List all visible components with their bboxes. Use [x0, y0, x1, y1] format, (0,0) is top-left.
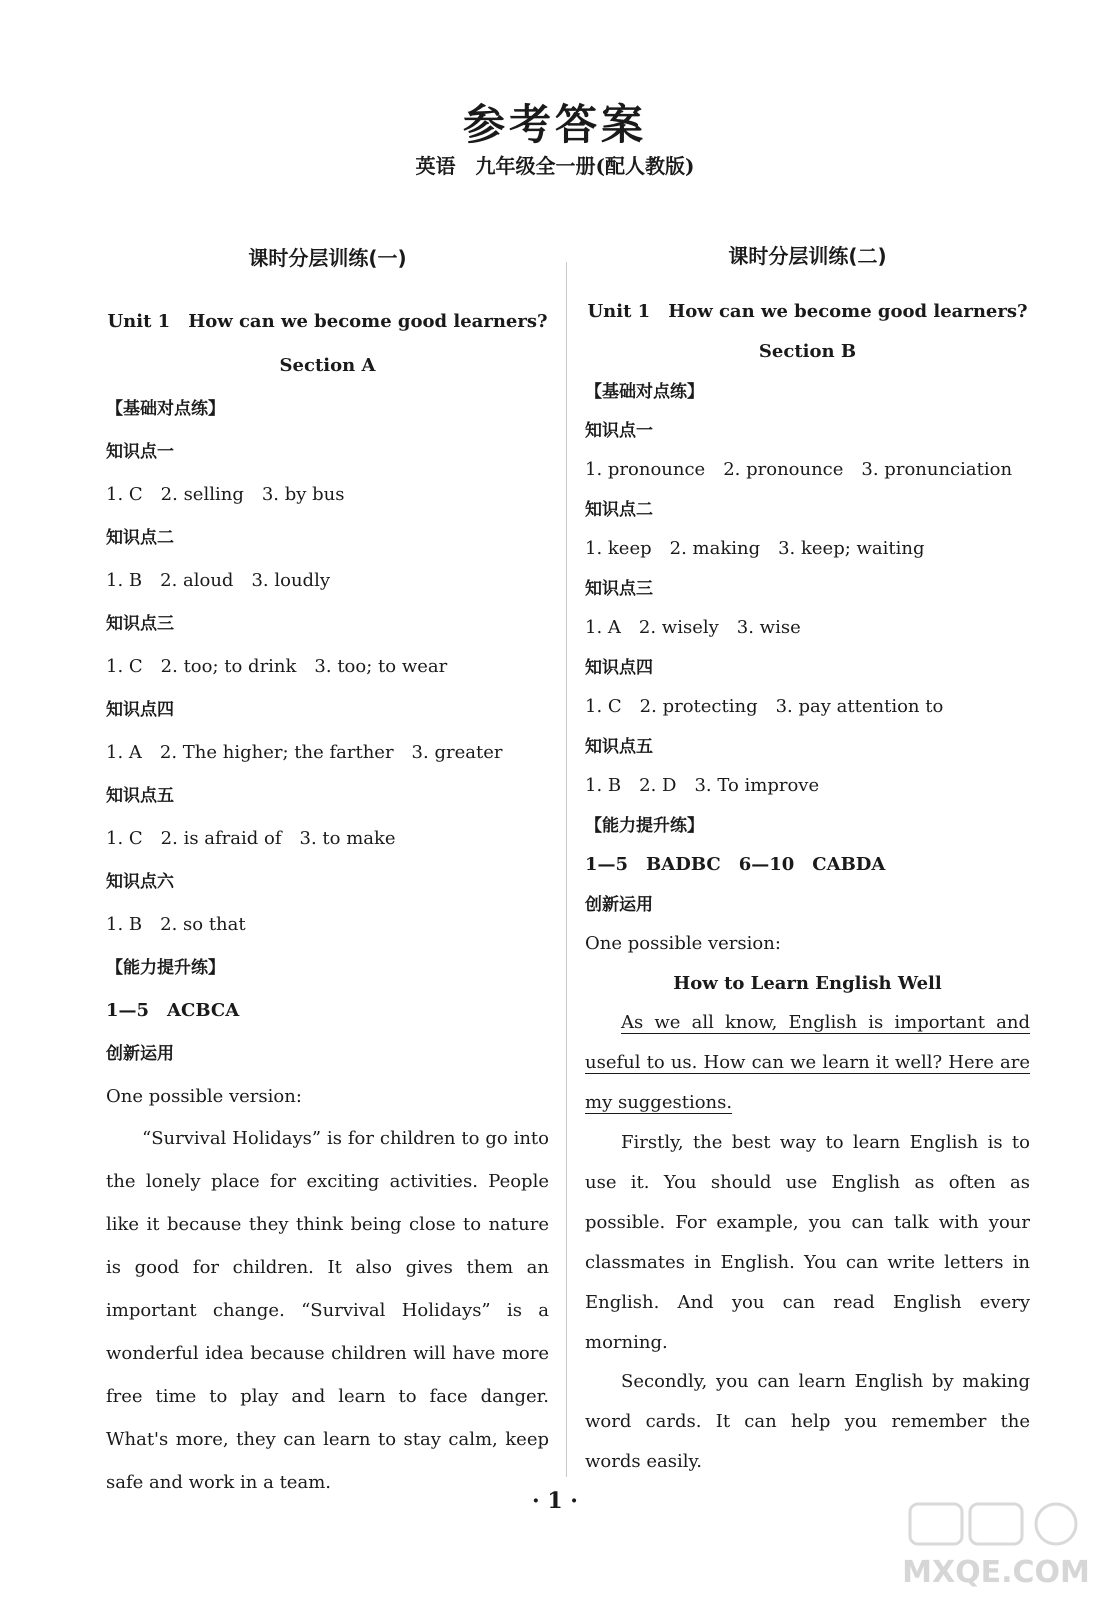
knowledge-point-label: 知识点三: [585, 579, 653, 599]
knowledge-point-answer: 1. C 2. is afraid of 3. to make: [106, 828, 396, 849]
knowledge-point-label: 知识点一: [585, 421, 653, 441]
watermark-text: MXQE.COM: [902, 1555, 1090, 1590]
knowledge-point-answer: 1. B 2. so that: [106, 914, 246, 935]
lesson-title: 课时分层训练(二): [728, 244, 887, 268]
essay-paragraph: Secondly, you can learn English by making word cards. It can help you remember the words easily.: [585, 1371, 1030, 1472]
unit-title: Unit 1 How can we become good learners?: [587, 301, 1028, 322]
knowledge-point-answer: 1. C 2. selling 3. by bus: [106, 484, 345, 505]
knowledge-point-label: 知识点五: [106, 786, 174, 806]
page-title: 参考答案: [462, 100, 647, 149]
page-number: · 1 ·: [532, 1488, 578, 1514]
ability-answer: 1—5 ACBCA: [106, 1000, 240, 1021]
ability-answer: 1—5 BADBC 6—10 CABDA: [585, 854, 886, 875]
knowledge-point-answer: 1. B 2. aloud 3. loudly: [106, 570, 330, 591]
knowledge-point-answer: 1. A 2. The higher; the farther 3. greater: [106, 742, 503, 763]
basic-practice-label: 【基础对点练】: [585, 382, 704, 402]
knowledge-point-label: 知识点二: [585, 500, 653, 520]
knowledge-point-answer: 1. C 2. too; to drink 3. too; to wear: [106, 656, 448, 677]
knowledge-point-label: 知识点一: [106, 442, 174, 462]
essay-intro-paragraph: As we all know, English is important and useful to us. How can we learn it well? Here are my suggestions.: [585, 1012, 1030, 1113]
basic-practice-label: 【基础对点练】: [106, 399, 225, 419]
unit-title: Unit 1 How can we become good learners?: [107, 311, 548, 332]
knowledge-point-answer: 1. B 2. D 3. To improve: [585, 775, 820, 796]
knowledge-point-label: 知识点四: [106, 700, 174, 720]
knowledge-point-answer: 1. C 2. protecting 3. pay attention to: [585, 696, 944, 717]
knowledge-point-answer: 1. keep 2. making 3. keep; waiting: [585, 538, 925, 559]
essay-title: How to Learn English Well: [673, 973, 942, 994]
knowledge-point-label: 知识点五: [585, 737, 653, 757]
section-title: Section B: [758, 341, 857, 362]
lesson-title: 课时分层训练(一): [248, 246, 407, 270]
knowledge-point-answer: 1. A 2. wisely 3. wise: [585, 617, 801, 638]
essay-paragraph: “Survival Holidays” is for children to go into the lonely place for exciting activities. People like it because they think being close to nature is good for children. It also gives them an important change. “Survival Holidays” is a wonderful idea because children will have more free time to play and learn to face danger. What's more, they can learn to stay calm, keep safe and work in a team.: [106, 1128, 549, 1493]
section-title: Section A: [279, 355, 376, 376]
ability-practice-label: 【能力提升练】: [585, 816, 704, 836]
possible-version-label: One possible version:: [106, 1086, 302, 1107]
page-subtitle: 英语 九年级全一册(配人教版): [415, 154, 695, 178]
column-divider: [566, 262, 567, 1477]
possible-version-label: One possible version:: [585, 933, 781, 954]
watermark-logo: [896, 1500, 1096, 1592]
creative-label: 创新运用: [585, 895, 653, 915]
essay-paragraph: Firstly, the best way to learn English is to use it. You should use English as often as possible. For example, you can talk with your classmates in English. You can write letters in English. And you can read English every morning.: [585, 1132, 1030, 1353]
knowledge-point-answer: 1. pronounce 2. pronounce 3. pronunciation: [585, 459, 1013, 480]
ability-practice-label: 【能力提升练】: [106, 958, 225, 978]
creative-label: 创新运用: [106, 1044, 174, 1064]
knowledge-point-label: 知识点三: [106, 614, 174, 634]
knowledge-point-label: 知识点二: [106, 528, 174, 548]
knowledge-point-label: 知识点四: [585, 658, 653, 678]
knowledge-point-label: 知识点六: [106, 872, 174, 892]
